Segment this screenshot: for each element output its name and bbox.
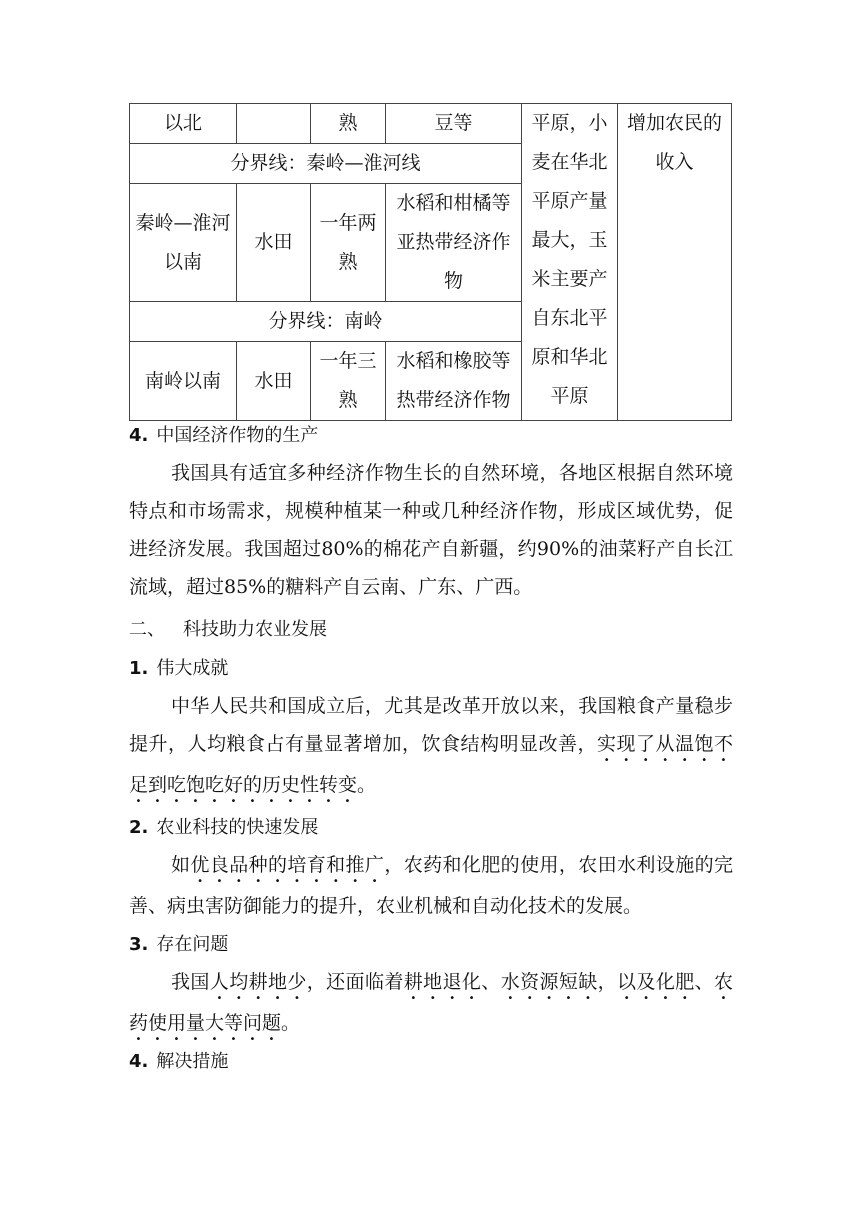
heading-number: 4. [129,425,149,446]
boundary-line-cell: 分界线：秦岭—淮河线 [130,144,522,184]
item-heading [129,651,733,687]
text-run: 中华人民共和国成立后，尤其是改革开放以来，我国粮食产量稳步提升，人均粮食占有量显著增加，饮食结构明显改善， [129,695,733,755]
heading-number: 1. [129,658,149,679]
table-cell: 南岭以南 [130,342,237,421]
item-heading [129,810,733,846]
emphasized-text: 耕地退化、水资源短缺，以及化肥、农药使用量大等问题 [129,971,733,1034]
item-solutions [129,1044,733,1080]
agriculture-region-table [129,103,732,421]
significance-cell: 增加农民的收入 [618,104,732,421]
item-heading [129,1044,733,1080]
paragraph: 我国具有适宜多种经济作物生长的自然环境，各地区根据自然环境特点和市场需求，规模种植某一种或几种经济作物，形成区域优势，促进经济发展。我国超过80%的棉花产自新疆，约90%的油菜籽产自长江流域，超过85%的糖料产自云南、广东、广西。 [129,462,733,598]
item-heading [129,927,733,963]
table-cell: 秦岭—淮河以南 [130,184,237,302]
part-technology [129,612,733,648]
item-tech-development [129,810,733,925]
paragraph [129,846,733,925]
emphasized-text: 实现了从温饱不足到吃饱吃好的历史性转变 [129,733,733,796]
heading-number: 4. [129,1051,149,1072]
text-run: ，还面临着 [306,971,404,993]
table-cell: 水稻和柑橘等亚热带经济作物 [386,184,522,302]
item-problems [129,927,733,1045]
table-cell: 豆等 [386,104,522,144]
section-heading [129,418,733,454]
table-cell: 以北 [130,104,237,144]
table-cell: 水田 [237,184,311,302]
table-row [130,104,732,144]
heading-number: 3. [129,934,149,955]
heading-title: 伟大成就 [156,658,229,679]
table-cell: 水田 [237,342,311,421]
table-cell: 一年三熟 [311,342,386,421]
heading-title: 农业科技的快速发展 [156,817,319,838]
part-heading [129,612,733,648]
emphasized-text: 优良品种的培育和推广 [190,854,385,876]
heading-title: 解决措施 [156,1051,229,1072]
paragraph [129,687,733,807]
table-cell: 水稻和橡胶等热带经济作物 [386,342,522,421]
text-run: 。 [281,1012,301,1034]
part-title: 科技助力农业发展 [183,619,327,640]
paragraph [129,963,733,1045]
boundary-line-cell: 分界线：南岭 [130,302,522,342]
heading-title: 存在问题 [156,934,229,955]
heading-title: 中国经济作物的生产 [156,425,319,446]
item-achievements [129,651,733,807]
section-economic-crops [129,418,733,606]
heading-number: 2. [129,817,149,838]
text-run: ，农药和化肥的使用，农田水利设施的完善、病虫害防御能力的提升，农业机械和自动化技术的发展。 [129,854,733,917]
part-number: 二、 [129,619,165,640]
distribution-cell: 平原，小麦在华北平原产量最大，玉米主要产自东北平原和华北平原 [522,104,618,421]
emphasized-text: 人均耕地少 [209,971,307,993]
table-cell [237,104,311,144]
text-run: 如 [171,854,191,876]
table-cell: 一年两熟 [311,184,386,302]
text-run: 我国 [171,971,210,993]
text-run: 。 [357,774,377,796]
table-cell: 熟 [311,104,386,144]
